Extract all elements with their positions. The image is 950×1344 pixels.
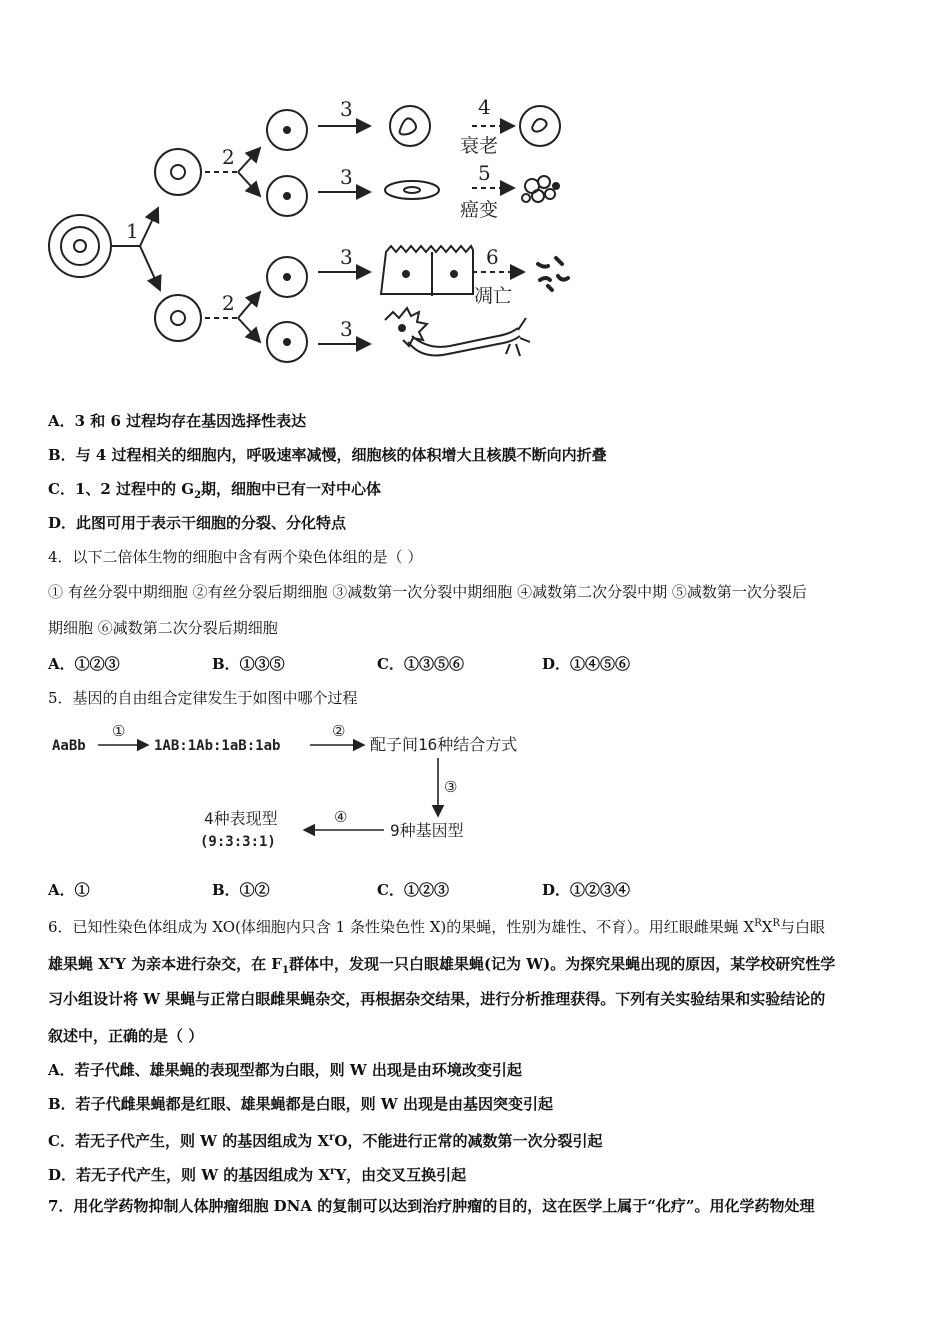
genotype-count: 9种基因型 [390,821,464,840]
q6-line2 [48,951,835,981]
q6-option-d-sup: r [330,1166,336,1177]
q6-line3: 习小组设计将 W 果蝇与正常白眼雌果蝇杂交，再根据杂交结果，进行分析推理获得。下列有关实验结果和实验结论的 [48,990,826,1008]
fate-label-aging: 衰老 [460,135,499,157]
neuron [385,308,530,356]
step-label-3a: 3 [340,97,353,121]
q3-option-d: D．此图可用于表示干细胞的分裂、分化特点 [48,514,347,532]
q6-option-d-a: D．若无子代产生，则 W 的基因组成为 X [48,1166,331,1184]
cell-1 [267,110,307,150]
q3-option-a: A．3 和 6 过程均存在基因选择性表达 [48,412,307,430]
cell-2 [267,176,307,216]
q7-line1: 7．用化学药物抑制人体肿瘤细胞 DNA 的复制可以达到治疗肿瘤的目的，这在医学上属于“化疗”。用化学药物处理 [48,1197,815,1215]
q6-line1-sup2: R [772,918,780,929]
q6-line1-b: X [761,918,773,936]
q6-line2-b: Y 为亲本进行杂交，在 F [115,955,282,973]
gamete-ratio: 1AB:1Ab:1aB:1ab [154,738,281,754]
q5-option-d: D．①②③④ [542,881,631,899]
daughter-cell-top [155,149,201,195]
cell-3 [267,257,307,297]
step-2-label: ② [332,722,346,740]
q4-items-line2: 期细胞 ⑥减数第二次分裂后期细胞 [48,619,278,637]
step-label-2-top: 2 [222,145,235,169]
q6-line2-sub: 1 [281,965,289,976]
q6-option-d [48,1162,466,1185]
cell-4 [267,322,307,362]
q6-option-a: A．若子代雌、雄果蝇的表现型都为白眼，则 W 出现是由环境改变引起 [48,1061,522,1079]
step-label-3c: 3 [340,245,353,269]
fate-label-cancer: 癌变 [460,199,499,221]
phenotype-count: 4种表现型 [204,809,278,828]
phenotype-ratio: (9:3:3:1) [200,834,276,850]
q6-option-b: B．若子代雌果蝇都是红眼、雄果蝇都是白眼，则 W 出现是由基因突变引起 [48,1095,553,1113]
q5-option-b: B．①② [212,881,270,899]
genotype-start: AaBb [52,738,86,754]
q4-stem: 4．以下二倍体生物的细胞中含有两个染色体组的是（ ） [48,548,423,566]
q6-line2-a: 雄果蝇 X [48,955,110,973]
apoptotic-fragments [538,258,568,290]
daughter-cell-bottom [155,295,201,341]
q6-option-d-b: Y，由交叉互换引起 [335,1166,467,1184]
q6-option-c-b: O，不能进行正常的减数第一次分裂引起 [334,1132,603,1150]
spindle-cell [385,181,439,199]
q3-option-c-pre: C．1、2 过程中的 G [48,480,195,498]
q4-items-line1: ① 有丝分裂中期细胞 ②有丝分裂后期细胞 ③减数第一次分裂中期细胞 ④减数第二次分裂中期 ⑤减数第一次分裂后 [48,583,807,601]
q6-option-c-sup: r [329,1132,335,1143]
q5-option-c: C．①②③ [377,881,449,899]
q6-line1 [48,914,825,937]
step-4-label: ④ [334,808,348,826]
q6-line1-a: 6．已知性染色体组成为 XO(体细胞内只含 1 条性染色性 X)的果蝇，性别为雄性、不育）。用红眼雌果蝇 X [48,918,755,936]
step-label-5: 5 [478,161,491,185]
q6-line4: 叙述中，正确的是（ ） [48,1027,204,1045]
q6-option-c-a: C．若无子代产生，则 W 的基因组成为 X [48,1132,330,1150]
step-label-1: 1 [126,219,139,243]
q6-line1-c: 与白眼 [779,918,825,936]
epithelial-cells [381,246,473,296]
q6-option-c [48,1128,602,1151]
step-label-2-bottom: 2 [222,291,235,315]
q5-option-a: A．① [48,881,90,899]
stem-cell [49,215,111,277]
q3-option-b: B．与 4 过程相关的细胞内，呼吸速率减慢，细胞核的体积增大且核膜不断向内折叠 [48,446,607,464]
cell-fate-diagram [40,90,600,390]
q4-option-d: D．①④⑤⑥ [542,655,631,673]
aged-cell [520,106,560,146]
red-blood-cell-like [390,106,430,146]
q6-line2-sup: r [109,955,116,966]
combination-count: 配子间16种结合方式 [370,735,518,754]
q5-stem: 5．基因的自由组合定律发生于如图中哪个过程 [48,689,358,707]
q3-option-c-sub: 2 [194,490,202,501]
q6-line1-sup1: R [754,918,762,929]
step-label-4: 4 [478,95,491,119]
step-1-label: ① [112,722,126,740]
step-3-label: ③ [444,778,458,796]
q3-option-c-post: 期，细胞中已有一对中心体 [201,480,382,498]
q4-option-b: B．①③⑤ [212,655,285,673]
step-label-3d: 3 [340,317,353,341]
free-combination-flow-diagram [48,718,548,858]
q3-option-c [48,479,381,506]
q6-line2-c: 群体中，发现一只白眼雄果蝇(记为 W)。为探究果蝇出现的原因，某学校研究性学 [288,955,836,973]
step-label-3b: 3 [340,165,353,189]
cancer-cell-cluster [522,176,559,202]
fate-label-death: 凋亡 [474,285,513,307]
q4-option-a: A．①②③ [48,655,120,673]
q4-option-c: C．①③⑤⑥ [377,655,464,673]
step-label-6: 6 [486,245,499,269]
